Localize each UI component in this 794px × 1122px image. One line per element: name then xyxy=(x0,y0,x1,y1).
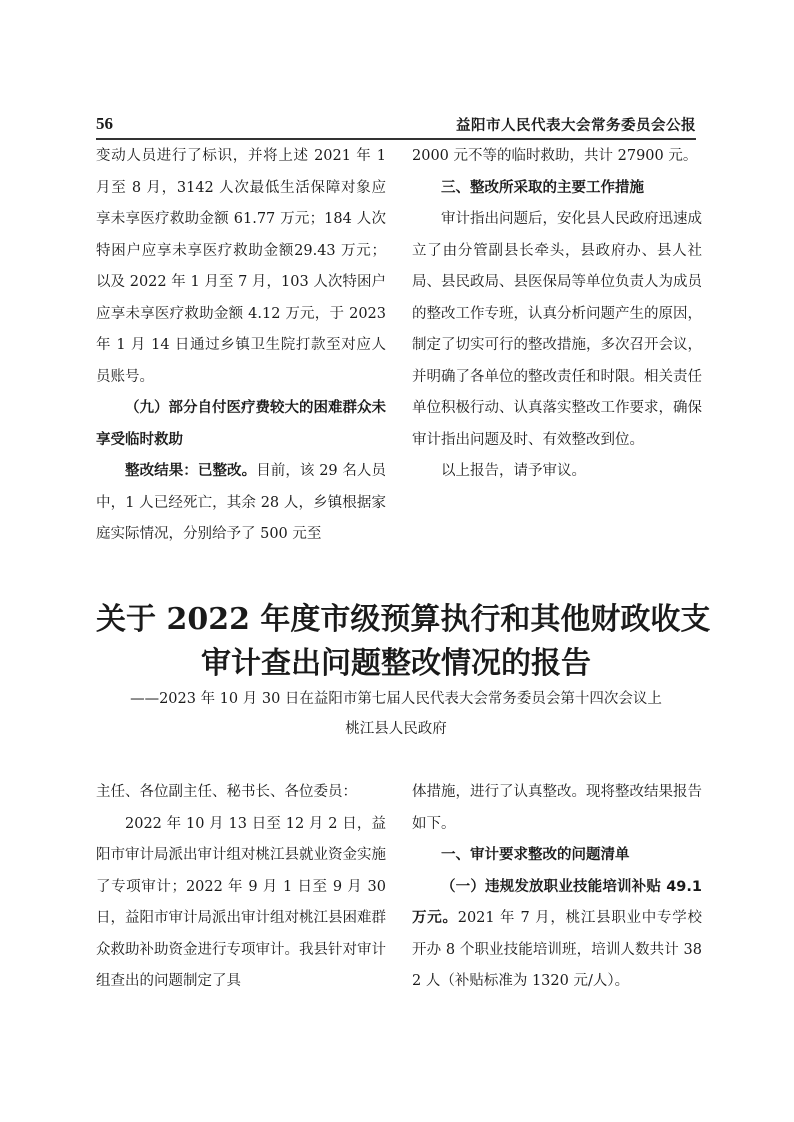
page-number: 56 xyxy=(96,114,113,133)
article-subtitle-block xyxy=(96,684,696,744)
paragraph: 体措施，进行了认真整改。现将整改结果报告如下。 xyxy=(412,784,702,832)
header-rule xyxy=(96,138,696,140)
article-author: 桃江县人民政府 xyxy=(345,721,447,737)
subheading-nine: （九）部分自付医疗费较大的困难群众未享受临时救助 xyxy=(96,400,386,448)
title-line-2: 审计查出问题整改情况的报告 xyxy=(201,646,591,681)
publication-title: 益阳市人民代表大会常务委员会公报 xyxy=(456,118,696,134)
top-right-column xyxy=(412,141,702,488)
section-heading-one: 一、审计要求整改的问题清单 xyxy=(441,847,630,863)
paragraph: 2000 元不等的临时救助，共计 27900 元。 xyxy=(412,148,698,164)
bottom-right-column xyxy=(412,777,702,998)
result-label: 整改结果：已整改。 xyxy=(125,463,257,479)
bottom-left-column xyxy=(96,777,386,998)
paragraph: 变动人员进行了标识，并将上述 2021 年 1 月至 8 月，3142 人次最低生活保障对象应享未享医疗救助金额 61.77 万元；184 人次特困户应享未享医疗救助金额29.43 万元；以及 2022 年 1 月至 7 月，103 人次特困户应享未享医疗救助金额 4.12 万元，于 2023 年 1 月 14 日通过乡镇卫生院打款至对应人员账号。 xyxy=(96,148,386,385)
paragraph: 2022 年 10 月 13 日至 12 月 2 日，益阳市审计局派出审计组对桃江县就业资金实施了专项审计；2022 年 9 月 1 日至 9 月 30 日，益阳市审计局派出审计组对桃江县困难群众救助补助资金进行专项审计。我县针对审计组查出的问题制定了具 xyxy=(96,815,386,989)
result-paragraph xyxy=(96,456,386,551)
paragraph-text: 2021 年 7 月，桃江县职业中专学校开办 8 个职业技能培训班，培训人数共计 382 人（补贴标准为 1320 元/人）。 xyxy=(412,910,703,989)
subheading-one: （一）违规发放职业技能培训补贴 49.1 万元。 xyxy=(412,878,702,926)
result-text: 目前，该 29 名人员中，1 人已经死亡，其余 28 人，乡镇根据家庭实际情况，分别给予了 500 元至 xyxy=(96,463,386,542)
section-heading-three: 三、整改所采取的主要工作措施 xyxy=(441,179,644,196)
paragraph: 审计指出问题后，安化县人民政府迅速成立了由分管副县长牵头，县政府办、县人社局、县民政局、县医保局等单位负责人为成员的整改工作专班，认真分析问题产生的原因，制定了切实可行的整改措施，多次召开会议，并明确了各单位的整改责任和时限。相关责任单位积极行动、认真落实整改工作要求，确保审计指出问题及时、有效整改到位。 xyxy=(412,211,702,448)
salutation: 主任、各位副主任、秘书长、各位委员： xyxy=(96,784,357,800)
title-line-1: 关于 2022 年度市级预算执行和其他财政收支 xyxy=(96,602,711,637)
paragraph xyxy=(412,872,702,998)
top-left-column xyxy=(96,141,386,551)
article-subtitle: ——2023 年 10 月 30 日在益阳市第七届人民代表大会常务委员会第十四次会议上 xyxy=(130,691,662,707)
article-title xyxy=(96,598,711,686)
page-header xyxy=(96,112,696,136)
closing-paragraph: 以上报告，请予审议。 xyxy=(441,463,586,479)
